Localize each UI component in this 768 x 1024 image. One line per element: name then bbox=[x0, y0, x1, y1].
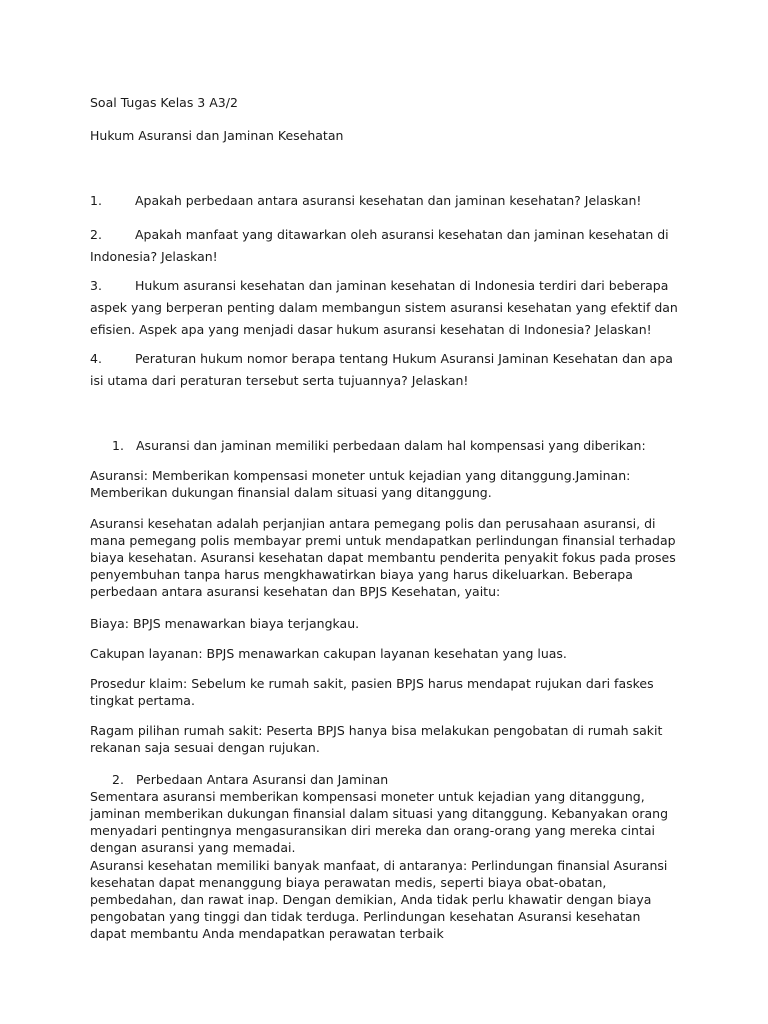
answer-1-heading-text: Asuransi dan jaminan memiliki perbedaan dalam hal kompensasi yang diberikan: bbox=[136, 438, 646, 453]
answer-1-biaya: Biaya: BPJS menawarkan biaya terjangkau. bbox=[90, 616, 360, 631]
answer-1-paragraph-2: Asuransi kesehatan adalah perjanjian antara pemegang polis dan perusahaan asuransi, di mana pemegang polis membayar premi untuk mendapatkan perlindungan finansial terhadap biaya kesehatan. Asuransi kesehatan dapat membantu penderita penyakit fokus pada proses penyembuhan tanpa harus mengkhawatirkan biaya yang harus dikeluarkan. Beberapa perbedaan antara asuransi kesehatan dan BPJS Kesehatan, yaitu: bbox=[90, 516, 676, 599]
question-3-number: 3. bbox=[90, 278, 102, 293]
answer-2-number: 2. bbox=[112, 772, 124, 787]
answer-1-ragam: Ragam pilihan rumah sakit: Peserta BPJS hanya bisa melakukan pengobatan di rumah sakit rekanan saja sesuai dengan rujukan. bbox=[90, 723, 663, 755]
answer-1-cakupan: Cakupan layanan: BPJS menawarkan cakupan layanan kesehatan yang luas. bbox=[90, 646, 567, 661]
question-1-text: Apakah perbedaan antara asuransi kesehatan dan jaminan kesehatan? Jelaskan! bbox=[135, 193, 642, 208]
question-2-text: Apakah manfaat yang ditawarkan oleh asuransi kesehatan dan jaminan kesehatan di Indonesia? Jelaskan! bbox=[90, 227, 669, 264]
answer-1-heading bbox=[112, 437, 680, 454]
question-2-number: 2. bbox=[90, 227, 102, 242]
answer-2-paragraph-1: Sementara asuransi memberikan kompensasi moneter untuk kejadian yang ditanggung, jaminan memberikan dukungan finansial dalam situasi yang ditanggung. Kebanyakan orang menyadari pentingnya mengasuransikan diri mereka dan orang-orang yang mereka cintai dengan asuransi yang memadai. bbox=[90, 789, 669, 855]
answer-1-prosedur: Prosedur klaim: Sebelum ke rumah sakit, pasien BPJS harus mendapat rujukan dari faskes tingkat pertama. bbox=[90, 676, 654, 708]
doc-title: Soal Tugas Kelas 3 A3/2 bbox=[90, 95, 238, 110]
answer-1-paragraph-1: Asuransi: Memberikan kompensasi moneter untuk kejadian yang ditanggung.Jaminan: Memberikan dukungan finansial dalam situasi yang ditanggung. bbox=[90, 468, 631, 500]
question-2 bbox=[90, 224, 682, 268]
question-1 bbox=[90, 190, 682, 212]
question-3 bbox=[90, 275, 682, 341]
answer-2-heading-text: Perbedaan Antara Asuransi dan Jaminan bbox=[136, 772, 389, 787]
doc-subtitle: Hukum Asuransi dan Jaminan Kesehatan bbox=[90, 128, 344, 143]
question-4 bbox=[90, 348, 682, 392]
answer-2-paragraph-2: Asuransi kesehatan memiliki banyak manfaat, di antaranya: Perlindungan finansial Asuransi kesehatan dapat menanggung biaya perawatan medis, seperti biaya obat-obatan, pembedahan, dan rawat inap. Dengan demikian, Anda tidak perlu khawatir dengan biaya pengobatan yang tinggi dan tidak terduga. Perlindungan kesehatan Asuransi kesehatan dapat membantu Anda mendapatkan perawatan terbaik bbox=[90, 858, 668, 941]
question-4-text: Peraturan hukum nomor berapa tentang Hukum Asuransi Jaminan Kesehatan dan apa isi utama dari peraturan tersebut serta tujuannya? Jelaskan! bbox=[90, 351, 673, 388]
answer-1-number: 1. bbox=[112, 438, 124, 453]
question-3-text: Hukum asuransi kesehatan dan jaminan kesehatan di Indonesia terdiri dari beberapa aspek yang berperan penting dalam membangun sistem asuransi kesehatan yang efektif dan efisien. Aspek apa yang menjadi dasar hukum asuransi kesehatan di Indonesia? Jelaskan! bbox=[90, 278, 678, 337]
answer-2-heading bbox=[112, 771, 680, 788]
question-1-number: 1. bbox=[90, 193, 102, 208]
question-4-number: 4. bbox=[90, 351, 102, 366]
